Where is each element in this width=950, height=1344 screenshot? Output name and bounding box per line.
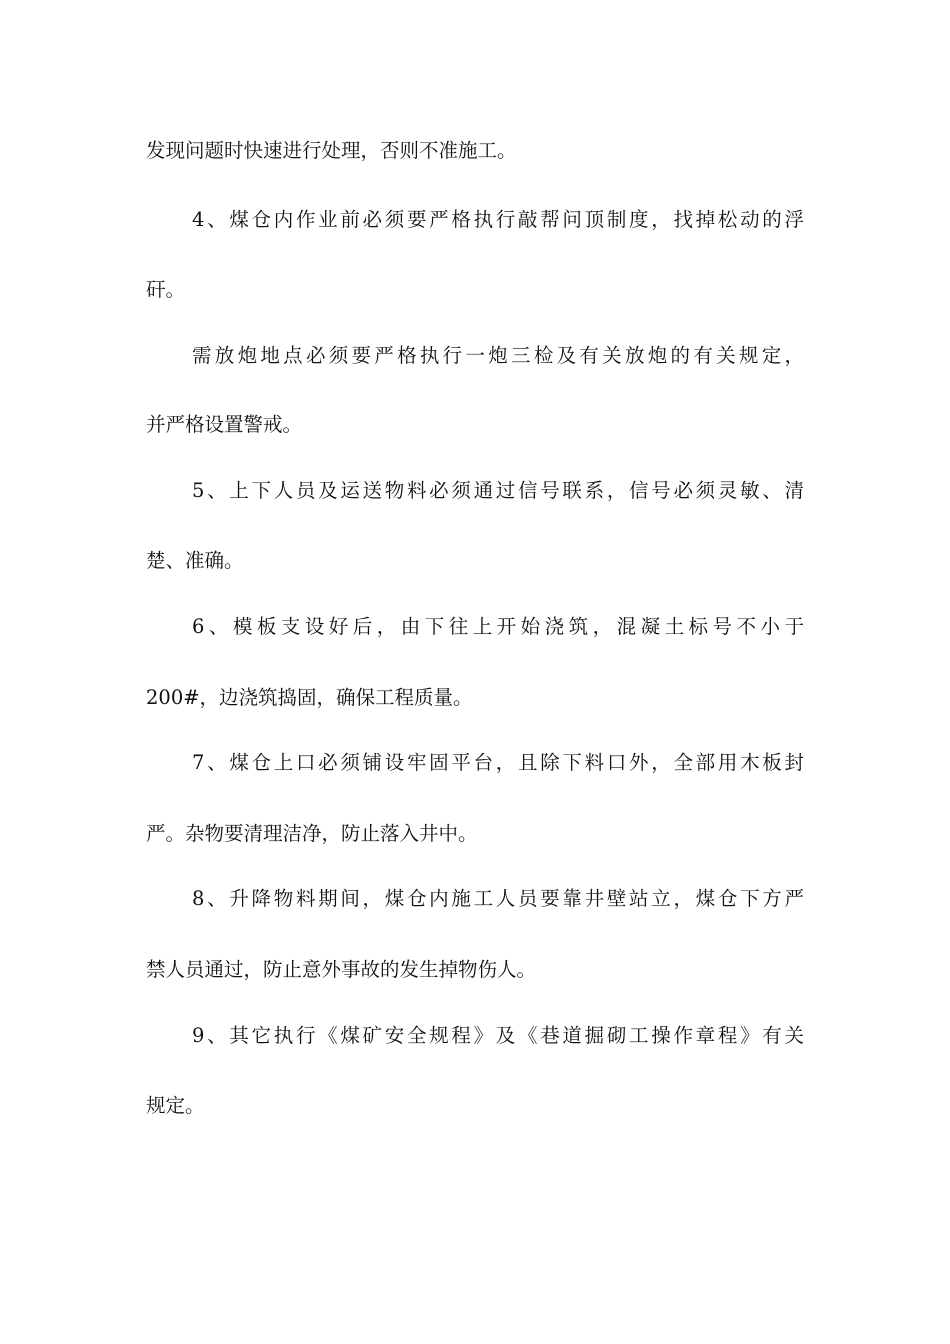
item-6-line-2: 200#，边浇筑捣固，确保工程质量。 — [146, 686, 473, 709]
item-4-line-1: 4、煤仓内作业前必须要严格执行敲帮问顶制度，找掉松动的浮 — [192, 208, 804, 231]
paragraph-line: 发现问题时快速进行处理，否则不准施工。 — [146, 139, 517, 162]
item-7-line-1: 7、煤仓上口必须铺设牢固平台，且除下料口外，全部用木板封 — [192, 751, 804, 774]
item-9-line-2: 规定。 — [146, 1094, 205, 1117]
item-5-line-1: 5、上下人员及运送物料必须通过信号联系，信号必须灵敏、清 — [192, 479, 804, 502]
blasting-rule-line-1: 需放炮地点必须要严格执行一炮三检及有关放炮的有关规定， — [192, 344, 804, 367]
item-6-line-1: 6、模板支设好后，由下往上开始浇筑，混凝土标号不小于 — [192, 615, 804, 638]
item-5-line-2: 楚、准确。 — [146, 549, 244, 572]
item-7-line-2: 严。杂物要清理洁净，防止落入井中。 — [146, 822, 478, 845]
blasting-rule-line-2: 并严格设置警戒。 — [146, 413, 303, 436]
item-8-line-1: 8、升降物料期间，煤仓内施工人员要靠井壁站立，煤仓下方严 — [192, 887, 804, 910]
item-8-line-2: 禁人员通过，防止意外事故的发生掉物伤人。 — [146, 958, 537, 981]
item-9-line-1: 9、其它执行《煤矿安全规程》及《巷道掘砌工操作章程》有关 — [192, 1024, 804, 1047]
item-4-line-2: 矸。 — [146, 278, 186, 301]
